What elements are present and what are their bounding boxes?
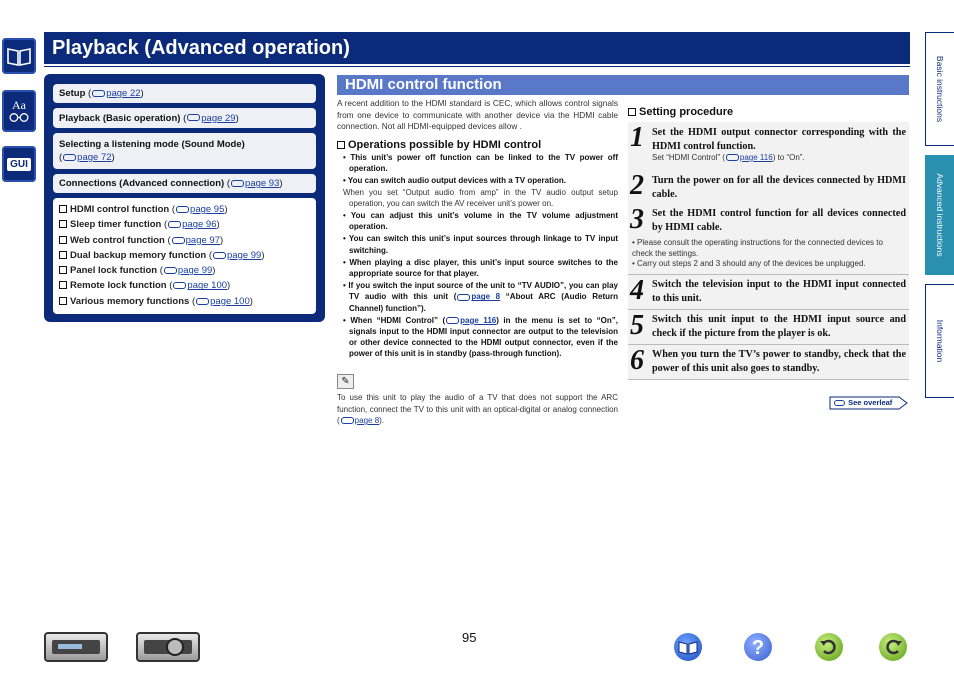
tab-basic-instructions[interactable]: Basic instructions [925,32,954,146]
note-paragraph: To use this unit to play the audio of a TV that does not support the ARC function, connect the TV to this unit with an optical-digital or analog connection ( page 8). [337,393,618,425]
nav-listening-page-link[interactable]: page 72 [77,152,112,163]
redo-arrow-icon [879,633,907,661]
step-divider [628,379,909,380]
nav-item-dual-backup[interactable]: Dual backup memory function ( page 99) [59,248,310,263]
step1-page-link[interactable]: page 116 [739,153,773,162]
hand-pointer-icon [726,154,739,161]
hand-pointer-icon [172,237,185,244]
nav-item-remote-lock[interactable]: Remote lock function ( page 100) [59,278,310,293]
checkbox-bullet-icon [628,108,636,116]
receiver-front-button[interactable] [44,632,108,662]
tab-advanced-instructions[interactable]: Advanced instructions [925,155,954,275]
page-number: 95 [462,630,477,645]
list-item: • If you switch the input source of the unit to “TV AUDIO”, you can play TV audio with this unit ( page 8 “About ARC (Audio Return Channel) function”). [343,281,618,313]
step-3: 3 Set the HDMI control function for all devices connected by HDMI cable. • Please consult the operating instructions for the connected devices to check the settings. • Carry out steps 2 and 3 should any of the devices be unplugged. [628,204,909,274]
nav-basic-page-link[interactable]: page 29 [201,112,236,124]
nav-sub-items [53,198,316,314]
operations-list [341,152,618,360]
note-pencil-icon: ✎ [337,374,354,389]
checkbox-bullet-icon [59,220,67,228]
tab-information[interactable]: Information [925,284,954,398]
checkbox-bullet-icon [59,297,67,305]
list-item: • This unit’s power off function can be linked to the TV power off operation. [343,153,618,174]
nav-listening-mode[interactable]: Selecting a listening mode (Sound Mode) ( page 72) [53,133,316,169]
hand-pointer-icon [834,400,845,406]
hand-pointer-icon [187,114,200,121]
hand-pointer-icon [173,282,186,289]
intro-paragraph: A recent addition to the HDMI standard is CEC, which allows control signals from one device to communicate with another device via the HDMI cable connection. Not all HDMI-equipped devices allow . [337,98,618,132]
hand-pointer-icon [196,298,209,305]
procedure-heading: Setting procedure [628,106,733,118]
nav-item-sleep-timer[interactable]: Sleep timer function ( page 96) [59,217,310,232]
gui-tab[interactable] [2,146,36,182]
book-icon [674,633,702,661]
hand-pointer-icon [213,252,226,259]
hand-pointer-icon [341,417,354,424]
step-5: 5 Switch this unit input to the HDMI input source and check if the picture from the player is ok. [628,310,909,344]
step-6: 6 When you turn the TV’s power to standby, check that the power of this unit also goes to standby. [628,345,909,379]
hand-pointer-icon [457,294,470,301]
note-page-link[interactable]: page 8 [354,416,380,425]
page-8-link[interactable]: page 8 [471,292,501,302]
checkbox-bullet-icon [59,281,67,289]
step-2: 2 Turn the power on for all the devices connected by HDMI cable. [628,170,909,204]
step-1: 1 Set the HDMI output connector corresponding with the HDMI control function. Set “HDMI Control” ( page 116) to “On”. [628,122,909,170]
nav-item-web-control[interactable]: Web control function ( page 97) [59,233,310,248]
checkbox-bullet-icon [59,236,67,244]
aa-icon: Aa [12,98,26,112]
book-icon [6,44,32,68]
glasses-icon [8,112,30,123]
nav-item-hdmi-control[interactable]: HDMI control function ( page 95) [59,202,310,217]
checkbox-bullet-icon [59,251,67,259]
hand-pointer-icon [164,267,177,274]
contents-button[interactable] [674,633,702,661]
see-overleaf-button[interactable]: See overleaf [829,396,909,410]
svg-text:?: ? [751,637,765,659]
nav-connections[interactable]: Connections (Advanced connection) ( page 93) [53,174,316,193]
remote-control-button[interactable] [136,632,200,662]
undo-arrow-icon [815,633,843,661]
back-button[interactable] [815,633,843,661]
nav-connections-page-link[interactable]: page 93 [245,178,280,189]
list-item: • When “HDMI Control” ( page 116) in the menu is set to “On”, signals input to the HDMI input connector are output to the television or other device connected to the HDMI output connector, even if the power of this unit is in standby (pass-through function). [343,315,618,359]
nav-item-panel-lock[interactable]: Panel lock function ( page 99) [59,263,310,278]
list-item-note: When you set “Output audio from amp” in the TV audio output setup operation, you can switch the AV receiver unit’s power on. [343,187,618,208]
hand-pointer-icon [92,90,105,97]
title-underline [44,66,910,67]
step-4: 4 Switch the television input to the HDMI input connected to this unit. [628,275,909,309]
hand-pointer-icon [176,206,189,213]
list-item: • You can switch this unit’s input sources through linkage to TV input switching. [343,234,618,255]
question-mark-icon [744,633,772,661]
list-item: • You can adjust this unit’s volume in the TV volume adjustment operation. [343,211,618,232]
page-title: Playback (Advanced operation) [44,32,910,64]
hand-pointer-icon [63,154,76,161]
page-116-link[interactable]: page 116 [460,315,497,325]
list-item: • When playing a disc player, this unit’s input source switches to the appropriate source for that player. [343,257,618,279]
hand-pointer-icon [446,317,459,324]
nav-setup-page-link[interactable]: page 22 [106,88,141,99]
list-item: • You can switch audio output devices with a TV operation. [343,176,566,186]
operations-heading: Operations possible by HDMI control [337,139,541,151]
nav-setup[interactable]: Setup ( page 22) [53,84,316,103]
gui-icon: GUI [7,158,31,171]
hand-pointer-icon [231,180,244,187]
forward-button[interactable] [879,633,907,661]
section-heading: HDMI control function [337,75,909,95]
help-button[interactable] [744,633,772,661]
checkbox-bullet-icon [59,266,67,274]
contents-book-tab[interactable] [2,38,36,74]
text-index-tab[interactable] [2,90,36,132]
nav-basic-operation[interactable]: Playback (Basic operation) ( page 29) [53,108,316,128]
checkbox-bullet-icon [59,205,67,213]
checkbox-bullet-icon [337,141,345,149]
nav-item-various-memory[interactable]: Various memory functions ( page 100) [59,294,310,309]
hand-pointer-icon [168,221,181,228]
